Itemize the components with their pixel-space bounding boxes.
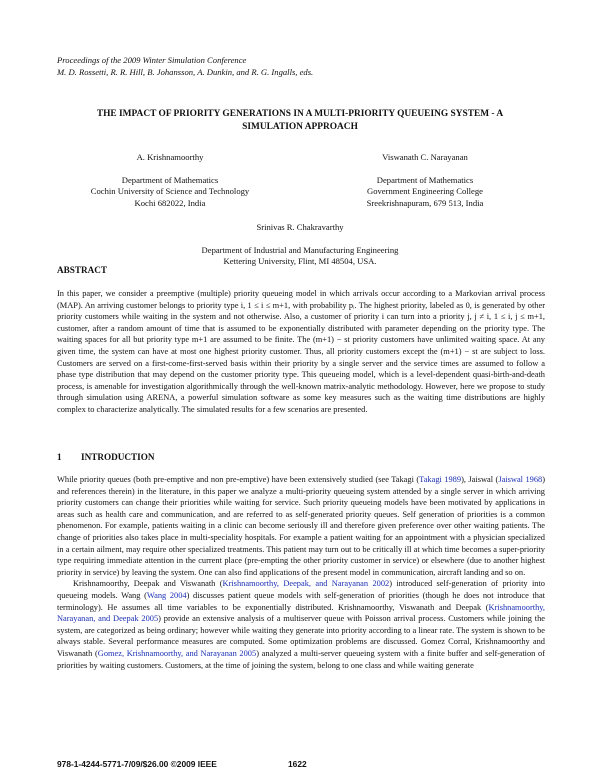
section-number: 1 (57, 452, 62, 462)
author-dept: Department of Mathematics (121, 174, 219, 185)
author-addr: Sreekrishnapuram, 679 513, India (366, 197, 484, 208)
proceedings-header (57, 54, 313, 78)
intro-paragraph-1 (57, 474, 545, 578)
abstract-heading: ABSTRACT (57, 265, 108, 275)
citation-link[interactable]: Krishnamoorthy, Narayanan, and Deepak 2005 (57, 602, 545, 624)
author-name: Viswanath C. Narayanan (382, 152, 468, 162)
text-run: While priority queues (both pre-emptive and non pre-emptive) have been extensively studied (see Takagi ( (57, 475, 420, 484)
text-run: ) provide an extensive analysis of a multiserver queue with Poisson arrival process. Customers while joining the system, are categorized as being ordinary; however while waiting they generate into priority according to a linear rate. The system is shown to be always stable. Several performance measures are computed. Some optimization problems are discussed. Gomez Corral, Krishnamoorthy and Viswanath ( (57, 614, 546, 658)
author-block-1 (70, 152, 270, 209)
section-title: INTRODUCTION (81, 452, 155, 462)
citation-link[interactable]: Wang 2004 (146, 590, 187, 600)
author-name: Srinivas R. Chakravarthy (256, 222, 344, 232)
author-dept: Department of Industrial and Manufacturing Engineering (201, 244, 399, 255)
citation-link[interactable]: Krishnamoorthy, Deepak, and Narayanan 2002 (222, 579, 390, 589)
citation-link[interactable]: Gomez, Krishnamoorthy, and Narayanan 2005 (97, 648, 257, 658)
title-line-1: THE IMPACT OF PRIORITY GENERATIONS IN A MULTI-PRIORITY QUEUEING SYSTEM - A (96, 109, 504, 119)
citation-link[interactable]: Takagi 1989 (419, 475, 462, 484)
author-inst: Cochin University of Science and Technology (90, 186, 250, 196)
abstract-body (57, 288, 545, 416)
citation-link[interactable]: Jaiswal 1968 (498, 475, 543, 484)
text-run: Krishnamoorthy, Deepak and Viswanath ( (73, 579, 223, 589)
title-line-2: SIMULATION APPROACH (242, 122, 358, 132)
text-run: ) discusses patient queue models with self-generation of priorities (though he does not introduce that terminology). He assumes all time variables to be exponentially distributed. Krishnamoorthy, Viswanath and Deepak ( (57, 590, 546, 612)
text-run: ) and references therein) in the literature, in this paper we analyze a multi-priority queueing system attended by a single server in which arriving priority customers can change their priorities while waiting for service. Such priority queueing models have been motivated by applications in areas such as health care and communication, and are referred to as self-generated priority queues. Self generation of priorities is a common phenomenon. For example, patients waiting in a clinic can become seriously ill and therefore given preference over other waiting patients. The change of priorities also takes place in multi-speciality hospitals. For example a patient waiting for an appointment with a physician specialized in a certain ailment, may require other specialized treatments. This patient may turn out to be critically ill at which time becomes a super-priority type requiring immediate attention in the current place (pre-empting the other priority customer in service) or elsewhere (due to another highest priority in service) by leaving the system. One can also find applications of the present model in communication, aircraft landing and so on. (57, 475, 545, 577)
text-run: ), Jaiswal ( (461, 475, 499, 484)
abstract-text: In this paper, we consider a preemptive (multiple) priority queueing model in which arrivals occur according to a Markovian arrival process (MAP). An arriving customer belongs to priority type i, 1 ≤ i ≤ m+1, with probability pᵢ. The highest priority, labeled as 0, is generated by other priority customers while waiting in the system and not otherwise. Also, a customer of priority i can turn into a priority j, j ≠ i, 1 ≤ i, j ≤ m+1, customer, after a random amount of time that is assumed to be exponentially distributed with parameter depending on the priority type. The waiting spaces for all but priority type m+1 are assumed to be finite. The (m+1) − st priority customers have unlimited waiting space. At any given time, the system can have at most one highest priority customer. Thus, all priority customers except the (m+1) − st are subject to loss. Customers are served on a first-come-first-served basis within their priority by a single server and the service times are assumed to follow a phase type distribution that may depend on the customer priority type. This queueing model, which is a level-dependent quasi-birth-and-death process, is amenable for investigation algorithmically through the well-known matrix-analytic methodology. However, here we propose to study through simulation using ARENA, a powerful simulation software as some key measures such as the waiting time distributions are highly complex to characterize analytically. The simulated results for a few scenarios are presented. (57, 289, 545, 414)
author-block-3 (150, 222, 450, 268)
author-inst: Government Engineering College (367, 186, 483, 196)
author-name: A. Krishnamoorthy (136, 152, 204, 162)
paper-title (60, 108, 540, 134)
text-run: ) analyzed a multi-server queueing system with a finite buffer and self-generation of priorities by waiting customers. Customers, at the time of joining the system, belong to one class and while waiting generate (57, 648, 545, 670)
proceedings-line: Proceedings of the 2009 Winter Simulation Conference (57, 55, 247, 65)
text-run: ) introduced self-generation of priority into queueing models. Wang ( (57, 579, 545, 600)
section-heading-introduction (57, 452, 155, 462)
editors-line: M. D. Rossetti, R. R. Hill, B. Johansson, A. Dunkin, and R. G. Ingalls, eds. (57, 67, 314, 77)
footer-page-number: 1622 (288, 759, 307, 769)
introduction-body (57, 474, 545, 671)
author-addr: Kochi 682022, India (134, 197, 206, 208)
footer-isbn: 978-1-4244-5771-7/09/$26.00 ©2009 IEEE (57, 759, 217, 769)
author-block-2 (320, 152, 530, 209)
author-inst: Kettering University, Flint, MI 48504, USA. (223, 256, 377, 266)
author-dept: Department of Mathematics (376, 174, 474, 185)
intro-paragraph-2 (57, 578, 545, 671)
